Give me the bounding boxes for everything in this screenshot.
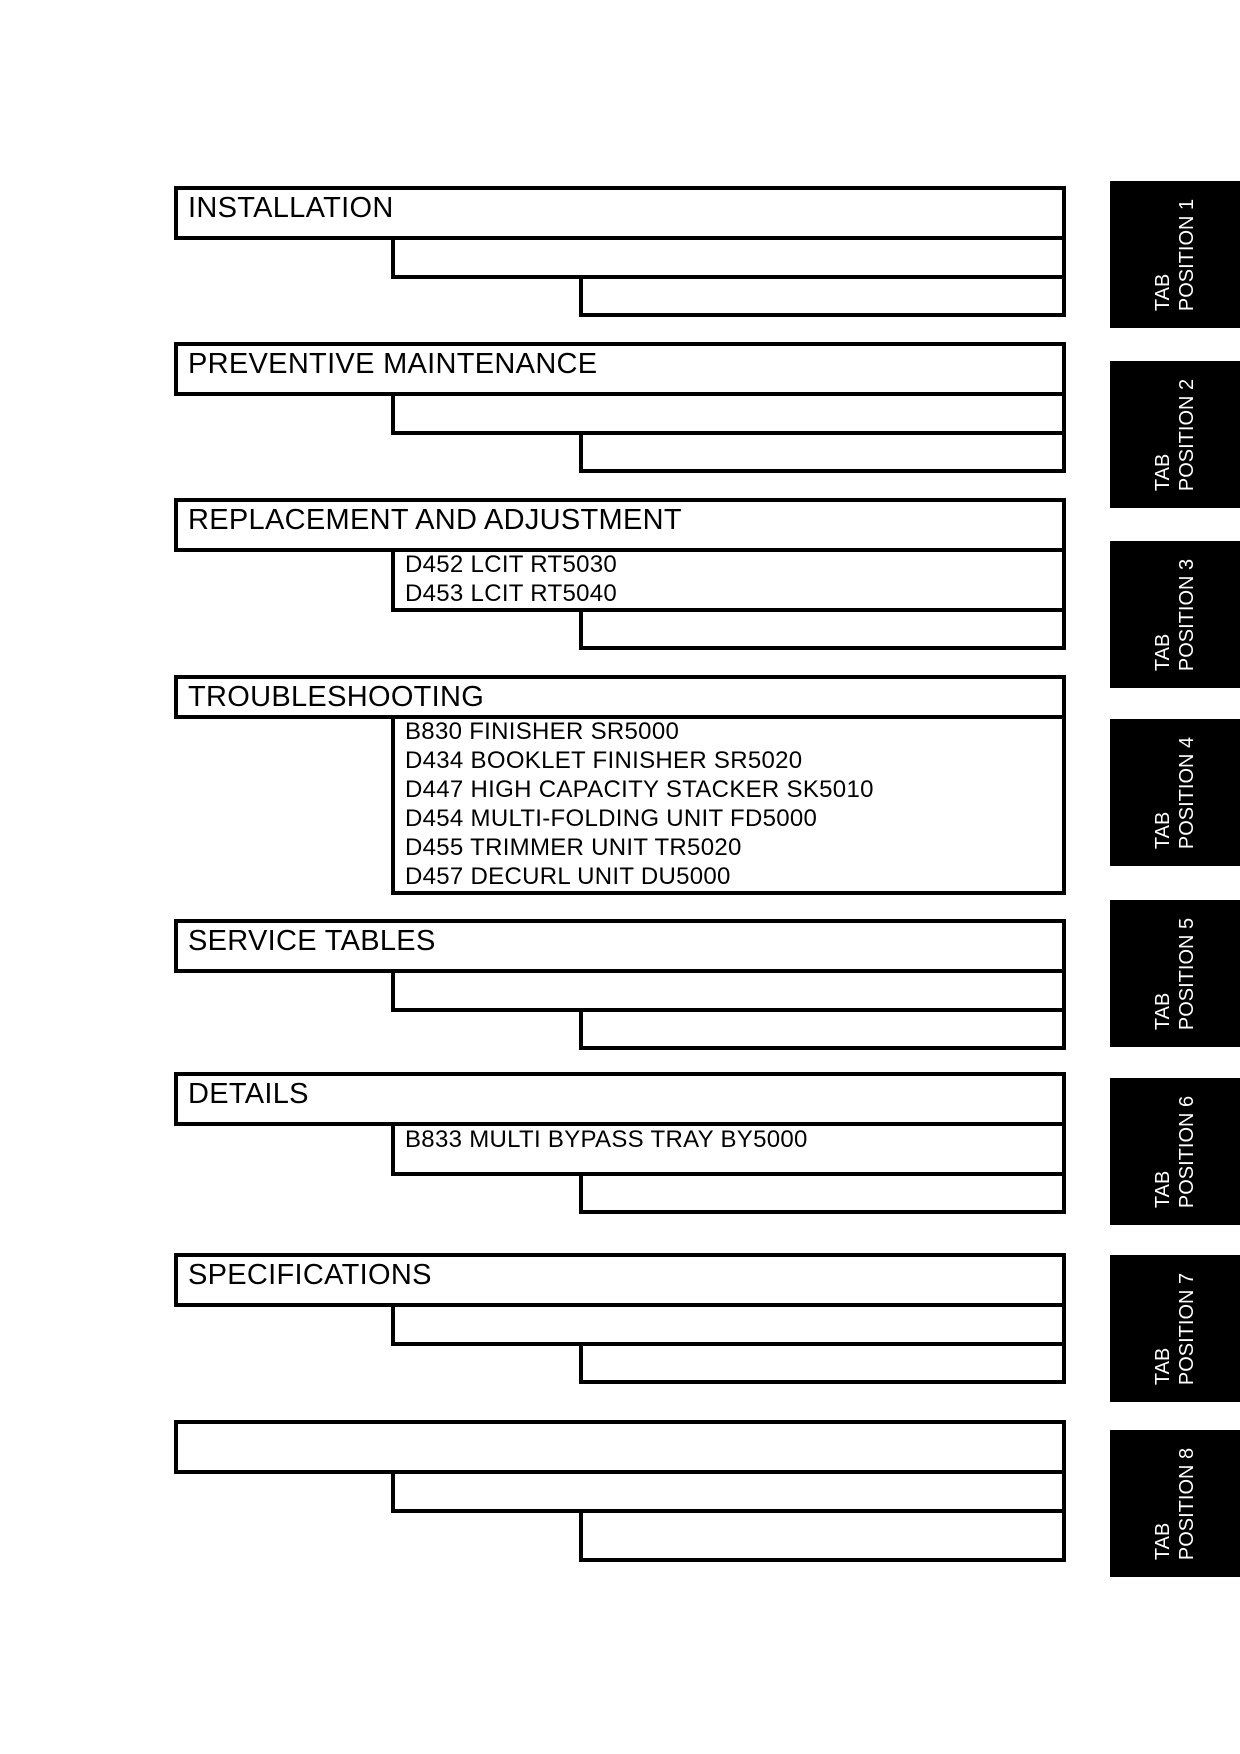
level3-box bbox=[579, 608, 1066, 650]
tab-label-line2: POSITION 2 bbox=[1176, 378, 1198, 491]
level2-box bbox=[391, 236, 1066, 279]
level2-box bbox=[391, 392, 1066, 435]
level2-item: D453 LCIT RT5040 bbox=[405, 580, 618, 607]
level3-box bbox=[579, 1509, 1066, 1562]
level3-box bbox=[579, 1342, 1066, 1384]
tab-position-3 bbox=[1110, 541, 1240, 688]
level2-item: B833 MULTI BYPASS TRAY BY5000 bbox=[405, 1126, 808, 1153]
tab-label bbox=[1151, 736, 1199, 848]
level2-item: D455 TRIMMER UNIT TR5020 bbox=[405, 834, 742, 861]
tab-position-8 bbox=[1110, 1430, 1240, 1577]
tab-label bbox=[1151, 1095, 1199, 1207]
tab-label-line2: POSITION 5 bbox=[1176, 917, 1198, 1030]
level2-box bbox=[391, 1470, 1066, 1513]
tab-label-line1: TAB bbox=[1152, 992, 1174, 1030]
tab-label bbox=[1151, 917, 1199, 1029]
level2-item: D434 BOOKLET FINISHER SR5020 bbox=[405, 747, 803, 774]
tab-position-7 bbox=[1110, 1255, 1240, 1402]
level2-box bbox=[391, 1303, 1066, 1346]
tab-position-6 bbox=[1110, 1078, 1240, 1225]
tab-label-line1: TAB bbox=[1152, 453, 1174, 491]
level3-box bbox=[579, 1008, 1066, 1050]
level2-item: D454 MULTI-FOLDING UNIT FD5000 bbox=[405, 805, 818, 832]
level3-box bbox=[579, 275, 1066, 317]
section-title: INSTALLATION bbox=[188, 192, 394, 224]
section-title: PREVENTIVE MAINTENANCE bbox=[188, 348, 598, 380]
tab-label bbox=[1151, 1447, 1199, 1559]
section-title: TROUBLESHOOTING bbox=[188, 681, 485, 713]
tab-label-line1: TAB bbox=[1152, 1347, 1174, 1385]
tab-label-line2: POSITION 8 bbox=[1176, 1447, 1198, 1560]
section-title: SPECIFICATIONS bbox=[188, 1259, 432, 1291]
level2-item: D452 LCIT RT5030 bbox=[405, 551, 618, 578]
level2-list bbox=[405, 550, 617, 608]
tab-label bbox=[1151, 558, 1199, 670]
tab-label-line2: POSITION 1 bbox=[1176, 198, 1198, 311]
tab-label-line1: TAB bbox=[1152, 273, 1174, 311]
tab-label-line2: POSITION 4 bbox=[1176, 736, 1198, 849]
section-title: SERVICE TABLES bbox=[188, 925, 436, 957]
tab-position-4 bbox=[1110, 719, 1240, 866]
level2-item: B830 FINISHER SR5000 bbox=[405, 718, 680, 745]
level2-box bbox=[391, 969, 1066, 1012]
section-title-box bbox=[174, 1420, 1066, 1474]
tab-label bbox=[1151, 1272, 1199, 1384]
section-title: REPLACEMENT AND ADJUSTMENT bbox=[188, 504, 682, 536]
level2-list bbox=[405, 717, 874, 891]
tab-label-line1: TAB bbox=[1152, 811, 1174, 849]
tab-position-5 bbox=[1110, 900, 1240, 1047]
section-title: DETAILS bbox=[188, 1078, 309, 1110]
tab-label-line1: TAB bbox=[1152, 633, 1174, 671]
level3-box bbox=[579, 431, 1066, 473]
tab-label-line1: TAB bbox=[1152, 1522, 1174, 1560]
level3-box bbox=[579, 1172, 1066, 1214]
tab-label-line2: POSITION 7 bbox=[1176, 1272, 1198, 1385]
tab-position-2 bbox=[1110, 361, 1240, 508]
tab-label-line2: POSITION 3 bbox=[1176, 558, 1198, 671]
tab-label-line2: POSITION 6 bbox=[1176, 1095, 1198, 1208]
level2-item: D447 HIGH CAPACITY STACKER SK5010 bbox=[405, 776, 874, 803]
level2-list bbox=[405, 1125, 808, 1154]
tab-label bbox=[1151, 378, 1199, 490]
tab-position-1 bbox=[1110, 181, 1240, 328]
tab-label-line1: TAB bbox=[1152, 1170, 1174, 1208]
tab-label bbox=[1151, 198, 1199, 310]
level2-item: D457 DECURL UNIT DU5000 bbox=[405, 863, 731, 890]
